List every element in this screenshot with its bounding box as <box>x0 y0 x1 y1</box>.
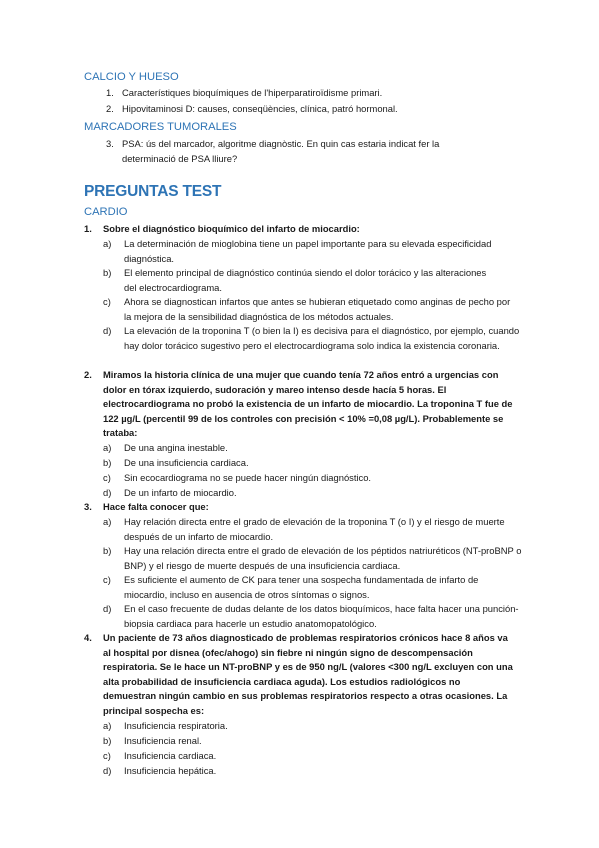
answer-option <box>103 486 521 501</box>
option-letter: a) <box>103 442 112 453</box>
option-letter: a) <box>103 238 112 249</box>
answer-option <box>103 456 521 471</box>
question-number: 1. <box>84 223 92 234</box>
option-letter: c) <box>103 750 111 761</box>
answer-option <box>103 764 521 779</box>
question-1 <box>84 222 514 237</box>
option-text: De una angina inestable. <box>124 442 228 453</box>
answer-option <box>103 471 521 486</box>
question-number: 2. <box>84 369 92 380</box>
option-text: La elevación de la troponina T (o bien la I) es decisiva para el diagnóstico, por ejemplo, cuando hay dolor torácico sugestivo pero el electrocardiograma solo indica la existencia coronaria. <box>124 325 520 351</box>
question-number: 3. <box>84 501 92 512</box>
list-item-text: PSA: ús del marcador, algoritme diagnòstic. En quin cas estaria indicat fer la determinació de PSA lliure? <box>122 138 440 164</box>
answer-option <box>103 749 521 764</box>
option-letter: d) <box>103 487 112 498</box>
option-letter: b) <box>103 545 112 556</box>
answer-option <box>103 237 521 266</box>
option-letter: b) <box>103 267 112 278</box>
option-text: Insuficiencia renal. <box>124 735 202 746</box>
option-text: El elemento principal de diagnóstico continúa siendo el dolor torácico y las alteraciones del electrocardiograma. <box>124 267 487 293</box>
option-letter: d) <box>103 325 112 336</box>
list-item-text: Hipovitaminosi D: causes, conseqüències, clínica, patró hormonal. <box>122 103 398 114</box>
answer-option <box>103 441 521 456</box>
question-text: Sobre el diagnóstico bioquímico del infarto de miocardio: <box>103 223 360 234</box>
question-text: Miramos la historia clínica de una mujer que cuando tenía 72 años entró a urgencias con dolor en tórax izquierdo, sudoración y mareo intenso desde hacía 5 horas. El electrocardiograma no probó la existencia de un infarto de miocardio. La troponina T fue de 122 µg/L (percentil 99 de los controles con precisión < 10% =0,08 µg/L). Probablemente se trataba: <box>103 369 513 439</box>
answer-option <box>103 266 521 295</box>
option-text: La determinación de mioglobina tiene un papel importante para su elevada especificidad diagnóstica. <box>124 238 492 264</box>
option-letter: b) <box>103 457 112 468</box>
option-text: Insuficiencia respiratoria. <box>124 720 228 731</box>
question-3 <box>84 500 514 515</box>
option-text: Sin ecocardiograma no se puede hacer ningún diagnóstico. <box>124 472 372 483</box>
list-item-number: 3. <box>106 138 114 149</box>
question-text: Hace falta conocer que: <box>103 501 209 512</box>
option-letter: a) <box>103 516 112 527</box>
option-text: De un infarto de miocardio. <box>124 487 237 498</box>
question-text: Un paciente de 73 años diagnosticado de problemas respiratorios crónicos hace 8 años va al hospital por disnea (ofec/ahogo) sin fiebre ni ningún signo de descompensación respiratoria. Se le hace un NT-proBNP y es de 950 ng/L (valores <300 ng/L excluyen con una alta probabilidad de insuficiencia cardiaca aguda). Los estudios radiológicos no demuestran ningún cambio en sus problemas respiratorios respecto a otras ocasiones. La principal sospecha es: <box>103 632 513 716</box>
answer-option <box>103 544 521 573</box>
question-4 <box>84 631 514 719</box>
option-letter: b) <box>103 735 112 746</box>
section-heading-calcio: CALCIO Y HUESO <box>84 71 179 83</box>
option-letter: c) <box>103 296 111 307</box>
answer-option <box>103 734 521 749</box>
list-item-text: Característiques bioquímiques de l'hiperparatiroïdisme primari. <box>122 87 383 98</box>
option-text: Hay relación directa entre el grado de elevación de la troponina T (o I) y el riesgo de muerte después de un infarto de miocardio. <box>124 516 505 542</box>
section-heading-marcadores: MARCADORES TUMORALES <box>84 121 237 133</box>
option-letter: d) <box>103 765 112 776</box>
option-text: En el caso frecuente de dudas delante de los datos bioquímicos, hace falta hacer una punción-biopsia cardiaca para hacerle un estudio anatomopatológico. <box>124 603 519 629</box>
option-text: Hay una relación directa entre el grado de elevación de los péptidos natriuréticos (NT-proBNP o BNP) y el riesgo de muerte después de una insuficiencia cardiaca. <box>124 545 522 571</box>
option-text: Ahora se diagnostican infartos que antes se hubieran etiquetado como anginas de pecho por la mejora de la sensibilidad diagnóstica de los métodos actuales. <box>124 296 511 322</box>
answer-option <box>103 719 521 734</box>
question-2 <box>84 368 514 441</box>
question-number: 4. <box>84 632 92 643</box>
answer-option <box>103 602 521 631</box>
option-letter: c) <box>103 472 111 483</box>
answer-option <box>103 573 521 602</box>
list-item-number: 2. <box>106 103 114 114</box>
list-item-number: 1. <box>106 87 114 98</box>
page-title-preguntas-test: PREGUNTAS TEST <box>84 183 222 200</box>
option-text: Insuficiencia cardiaca. <box>124 750 217 761</box>
option-letter: d) <box>103 603 112 614</box>
option-letter: a) <box>103 720 112 731</box>
subheading-cardio: CARDIO <box>84 206 128 218</box>
option-text: De una insuficiencia cardiaca. <box>124 457 249 468</box>
answer-option <box>103 295 521 324</box>
option-text: Insuficiencia hepática. <box>124 765 217 776</box>
option-text: Es suficiente el aumento de CK para tener una sospecha fundamentada de infarto de miocardio, incluso en ausencia de otros síntomas o signos. <box>124 574 479 600</box>
option-letter: c) <box>103 574 111 585</box>
answer-option <box>103 324 521 353</box>
answer-option <box>103 515 521 544</box>
